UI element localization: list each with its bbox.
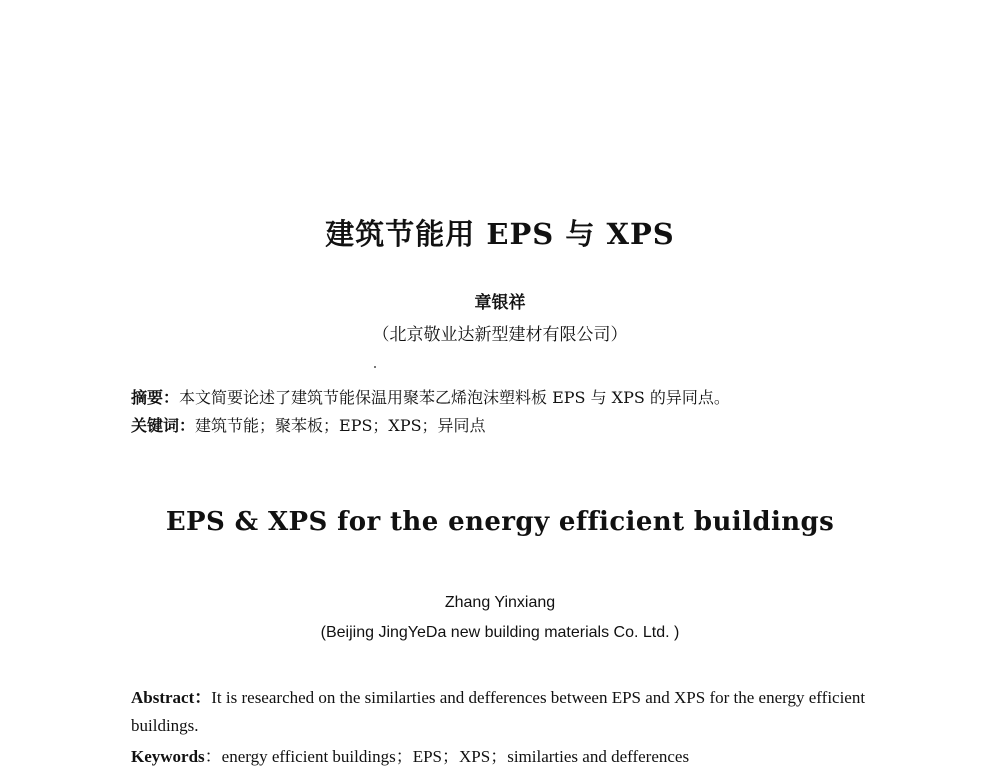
chinese-keywords <box>131 413 486 436</box>
chinese-abstract-label: 摘要： <box>131 388 180 407</box>
chinese-author: 章银祥 <box>474 293 526 313</box>
english-keywords-label: Keywords <box>131 747 205 766</box>
chinese-abstract <box>131 385 730 408</box>
english-abstract-text: It is researched on the similarties and defferences between EPS and XPS for the energy efficient buildings. <box>131 688 866 735</box>
english-keywords-text: ：energy efficient buildings；EPS；XPS；similarties and defferences <box>204 747 690 766</box>
chinese-keywords-text: 建筑节能；聚苯板；EPS；XPS；异同点 <box>195 416 486 435</box>
stray-dot <box>374 366 376 368</box>
english-title: EPS & XPS for the energy efficient buildings <box>165 507 835 537</box>
chinese-keywords-label: 关键词： <box>131 416 196 435</box>
english-abstract <box>131 684 931 740</box>
english-keywords <box>131 742 689 767</box>
english-affiliation: (Beijing JingYeDa new building materials Co. Ltd. ) <box>320 624 680 641</box>
chinese-abstract-text: 本文简要论述了建筑节能保温用聚苯乙烯泡沫塑料板 EPS 与 XPS 的异同点。 <box>179 388 730 407</box>
english-author: Zhang Yinxiang <box>444 594 556 611</box>
english-abstract-label: Abstract： <box>131 688 212 707</box>
chinese-affiliation: （北京敬业达新型建材有限公司） <box>372 325 628 345</box>
chinese-title: 建筑节能用 EPS 与 XPS <box>325 217 675 251</box>
